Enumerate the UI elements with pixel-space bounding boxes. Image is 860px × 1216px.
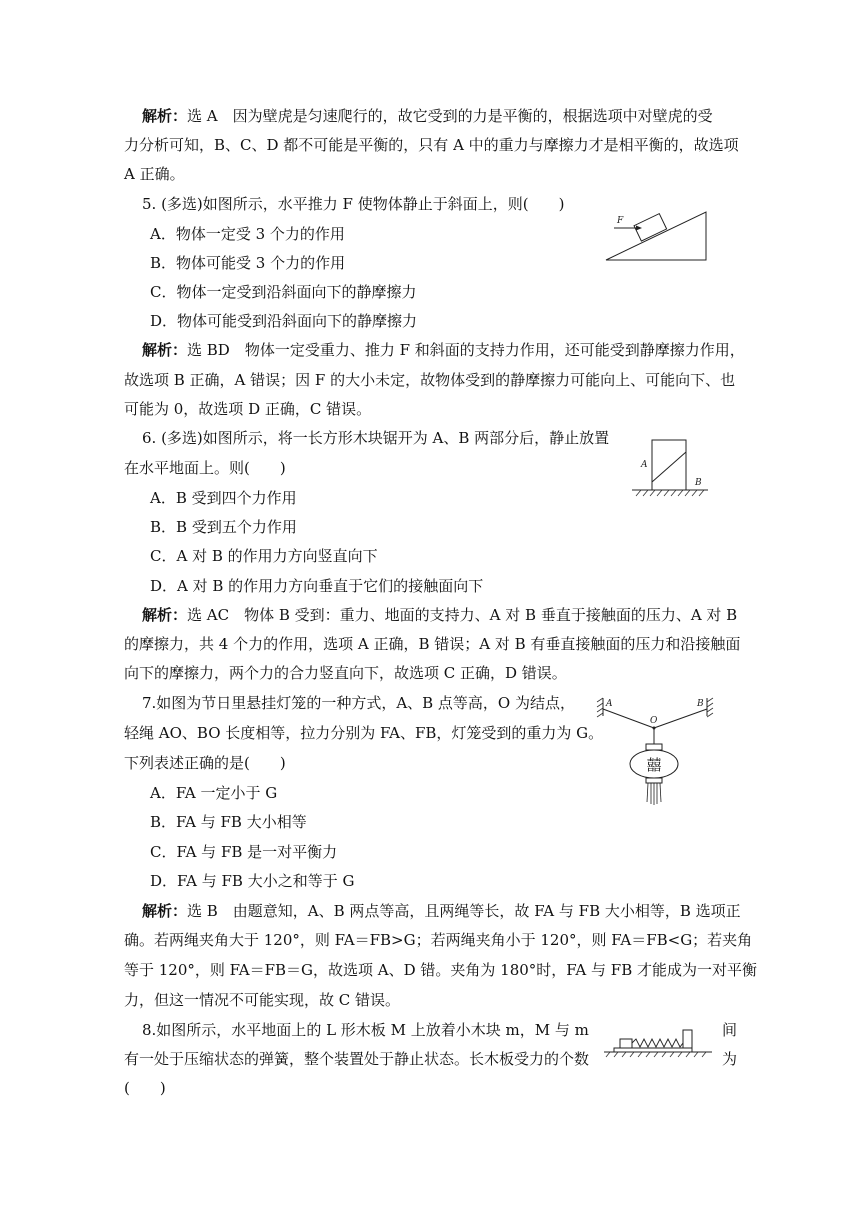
block-a-label: A (641, 460, 648, 470)
incline-figure (600, 206, 715, 264)
analysis-line: 力，但这一情况不可能实现，故 C 错误。 (124, 991, 401, 1009)
question-8-stem-cont: 有一处于压缩状态的弹簧，整个装置处于静止状态。长木板受力的个数 (124, 1050, 590, 1068)
block-b-label: B (695, 478, 702, 488)
analysis-line: 等于 120°，则 FA＝FB＝G，故选项 A、D 错。夹角为 180°时，FA 与 FB 才能成为一对平衡 (124, 961, 757, 979)
question-5-stem: 5. (多选)如图所示，水平推力 F 使物体静止于斜面上，则( ) (142, 195, 565, 213)
sawn-block-figure (628, 436, 718, 498)
option-a: A．B 受到四个力作用 (150, 489, 297, 507)
analysis-text: 选 AC 物体 B 受到：重力、地面的支持力、A 对 B 垂直于接触面的压力、A 对 B (187, 606, 738, 624)
analysis-line (142, 340, 745, 360)
analysis-line: 的摩擦力，共 4 个力的作用，选项 A 正确，B 错误；A 对 B 有垂直接触面的压力和沿接触面 (124, 635, 741, 653)
option-a: A．FA 一定小于 G (150, 784, 278, 802)
question-8-stem-end: 间 (722, 1021, 738, 1039)
lantern-figure (594, 694, 714, 808)
question-6-stem: 6. (多选)如图所示，将一长方形木块锯开为 A、B 两部分后，静止放置 (142, 429, 610, 447)
option-c: C．物体一定受到沿斜面向下的静摩擦力 (150, 283, 417, 301)
option-a: A．物体一定受 3 个力的作用 (150, 225, 345, 243)
small-block-shape (620, 1039, 632, 1048)
analysis-line: 向下的摩擦力，两个力的合力竖直向下，故选项 C 正确，D 错误。 (124, 664, 567, 682)
question-8-stem-cont: ( ) (124, 1079, 166, 1097)
analysis-line: 可能为 0，故选项 D 正确，C 错误。 (124, 400, 372, 418)
board-spring-figure (602, 1024, 714, 1058)
analysis-line: 确。若两绳夹角大于 120°，则 FA＝FB>G；若两绳夹角小于 120°，则 FA＝FB<G；若夹角 (124, 931, 753, 949)
option-d: D．A 对 B 的作用力方向垂直于它们的接触面向下 (150, 577, 484, 595)
analysis-line (142, 605, 737, 625)
option-d: D．物体可能受到沿斜面向下的静摩擦力 (150, 312, 418, 330)
question-7-stem-cont: 下列表述正确的是( ) (124, 754, 286, 772)
option-b: B．物体可能受 3 个力的作用 (150, 254, 346, 272)
analysis-line (142, 901, 741, 921)
analysis-text: 选 B 由题意知，A、B 两点等高，且两绳等长，故 FA 与 FB 大小相等，B 选项正 (187, 902, 741, 920)
force-f-label: F (617, 216, 624, 226)
analysis-label: 解析： (142, 107, 188, 125)
option-b: B．B 受到五个力作用 (150, 518, 297, 536)
analysis-line: 故选项 B 正确，A 错误；因 F 的大小未定，故物体受到的静摩擦力可能向上、可能向下、也 (124, 371, 736, 389)
question-8-stem-end: 为 (722, 1050, 738, 1068)
analysis-line (142, 106, 713, 126)
question-6-stem-cont: 在水平地面上。则( ) (124, 459, 286, 477)
point-b-label: B (697, 699, 704, 709)
question-8-stem: 8.如图所示，水平地面上的 L 形木板 M 上放着小木块 m，M 与 m (142, 1021, 589, 1039)
analysis-line: 力分析可知，B、C、D 都不可能是平衡的，只有 A 中的重力与摩擦力才是相平衡的，故选项 (124, 136, 739, 154)
option-b: B．FA 与 FB 大小相等 (150, 813, 307, 831)
option-c: C．A 对 B 的作用力方向竖直向下 (150, 547, 378, 565)
question-7-stem: 7.如图为节日里悬挂灯笼的一种方式，A、B 点等高，O 为结点， (142, 694, 576, 712)
analysis-label: 解析： (142, 341, 188, 359)
point-o-label: O (650, 716, 658, 726)
analysis-label: 解析： (142, 606, 188, 624)
lantern-char: 囍 (646, 756, 662, 774)
question-7-stem-cont: 轻绳 AO、BO 长度相等，拉力分别为 FA、FB，灯笼受到的重力为 G。 (124, 724, 604, 742)
analysis-text: 选 BD 物体一定受重力、推力 F 和斜面的支持力作用，还可能受到静摩擦力作用， (187, 341, 745, 359)
point-a-label: A (606, 699, 613, 709)
analysis-line: A 正确。 (124, 165, 185, 183)
option-d: D．FA 与 FB 大小之和等于 G (150, 872, 355, 890)
analysis-text: 选 A 因为壁虎是匀速爬行的，故它受到的力是平衡的，根据选项中对壁虎的受 (187, 107, 713, 125)
option-c: C．FA 与 FB 是一对平衡力 (150, 843, 338, 861)
analysis-label: 解析： (142, 902, 188, 920)
